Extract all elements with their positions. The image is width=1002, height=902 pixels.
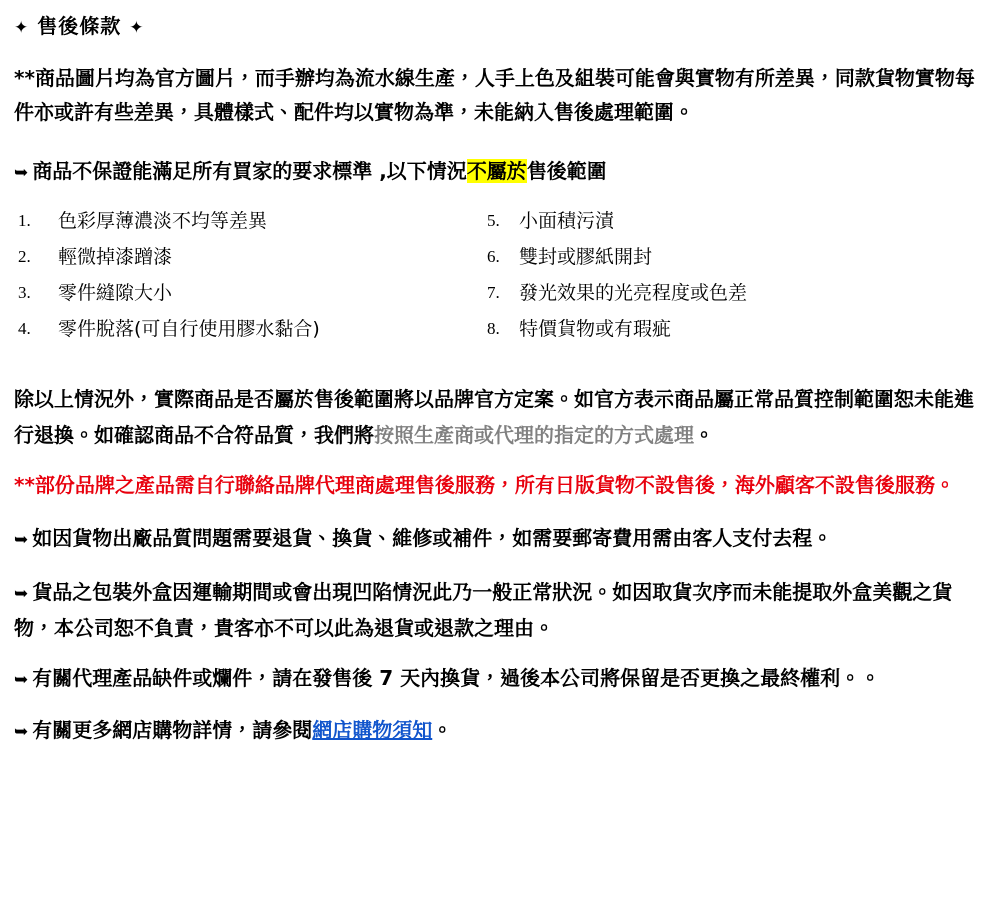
note-text: 有關代理產品缺件或爛件，請在發售後 7 天內換貨，過後本公司將保留是否更換之最終權利。。	[32, 666, 881, 690]
star-left-icon: ✦	[14, 18, 30, 38]
list-item	[18, 239, 473, 275]
exclusion-list-right	[473, 203, 928, 347]
list-item	[473, 275, 928, 311]
list-item-number: 8.	[487, 319, 500, 338]
note-text: 如因貨物出廠品質問題需要退貨、換貨、維修或補件，如需要郵寄費用需由客人支付去程。	[32, 526, 833, 550]
shopping-guide-link[interactable]: 網店購物須知	[312, 718, 433, 742]
list-item-label: 輕微掉漆蹭漆	[58, 246, 173, 268]
exclusion-lists	[18, 203, 988, 347]
note-packaging	[14, 575, 988, 645]
list-item	[18, 311, 473, 347]
note-exchange	[14, 661, 988, 697]
page-title-text: 售後條款	[37, 14, 122, 38]
list-item-label: 雙封或膠紙開封	[519, 246, 653, 268]
exclusion-list-left	[18, 203, 473, 347]
list-item-number: 6.	[487, 247, 500, 266]
note-text: 貨品之包裝外盒因運輸期間或會出現凹陷情況此乃一般正常狀況。如因取貨次序而未能提取外盒美觀之貨物，本公司恕不負責，貴客亦不可以此為退貨或退款之理由。	[14, 580, 953, 640]
list-item	[473, 203, 928, 239]
intro-paragraph: **商品圖片均為官方圖片，而手辦均為流水線生產，人手上色及組裝可能會與實物有所差異，同款貨物實物每件亦或許有些差異，具體樣式、配件均以實物為準，未能納入售後處理範圍。	[14, 66, 975, 124]
arrow-icon: ➥	[14, 163, 29, 183]
list-item-label: 小面積污漬	[519, 210, 615, 232]
exclusion-heading	[14, 155, 988, 189]
arrow-icon: ➥	[14, 530, 29, 550]
list-item-number: 5.	[487, 211, 500, 230]
arrow-icon: ➥	[14, 670, 29, 690]
note-shipping	[14, 521, 988, 557]
list-item	[473, 239, 928, 275]
list-item-number: 7.	[487, 283, 500, 302]
page-title	[14, 10, 1002, 39]
arrow-icon: ➥	[14, 722, 29, 742]
list-item-label: 發光效果的光亮程度或色差	[519, 282, 748, 304]
spacer	[0, 347, 1002, 381]
star-right-icon: ✦	[129, 18, 145, 38]
document-page	[0, 10, 1002, 902]
list-item-number: 3.	[18, 283, 31, 302]
policy-paragraph-part1: 除以上情況外，實際商品是否屬於售後範圍將以品牌官方定案。如官方表示商品屬正常品質控制範圍恕未能進行退換。如確認商品不合符品質，我們將	[14, 387, 974, 447]
red-notice: **部份品牌之產品需自行聯絡品牌代理商處理售後服務，所有日版貨物不設售後，海外顧客不設售後服務。	[14, 473, 955, 497]
list-item-label: 零件脫落(可自行使用膠水黏合)	[58, 318, 320, 340]
list-item	[473, 311, 928, 347]
list-item-label: 色彩厚薄濃淡不均等差異	[58, 210, 268, 232]
list-item-label: 特價貨物或有瑕疵	[519, 318, 672, 340]
list-item	[18, 203, 473, 239]
note-more-info	[14, 713, 988, 749]
policy-paragraph-part2: 。	[694, 423, 714, 447]
list-item-number: 4.	[18, 319, 31, 338]
policy-paragraph-grey: 按照生產商或代理的指定的方式處理	[374, 423, 694, 447]
arrow-icon: ➥	[14, 584, 29, 604]
list-item-label: 零件縫隙大小	[58, 282, 173, 304]
note-text-before: 有關更多網店購物詳情，請參閱	[32, 718, 313, 742]
exclusion-heading-after: 售後範圍	[526, 159, 607, 183]
note-text-after: 。	[432, 718, 453, 742]
exclusion-heading-before: 商品不保證能滿足所有買家的要求標準 ,以下情況	[32, 159, 467, 183]
exclusion-heading-highlight: 不屬於	[466, 159, 527, 183]
list-item-number: 2.	[18, 247, 31, 266]
policy-paragraph	[14, 381, 988, 453]
list-item	[18, 275, 473, 311]
list-item-number: 1.	[18, 211, 31, 230]
